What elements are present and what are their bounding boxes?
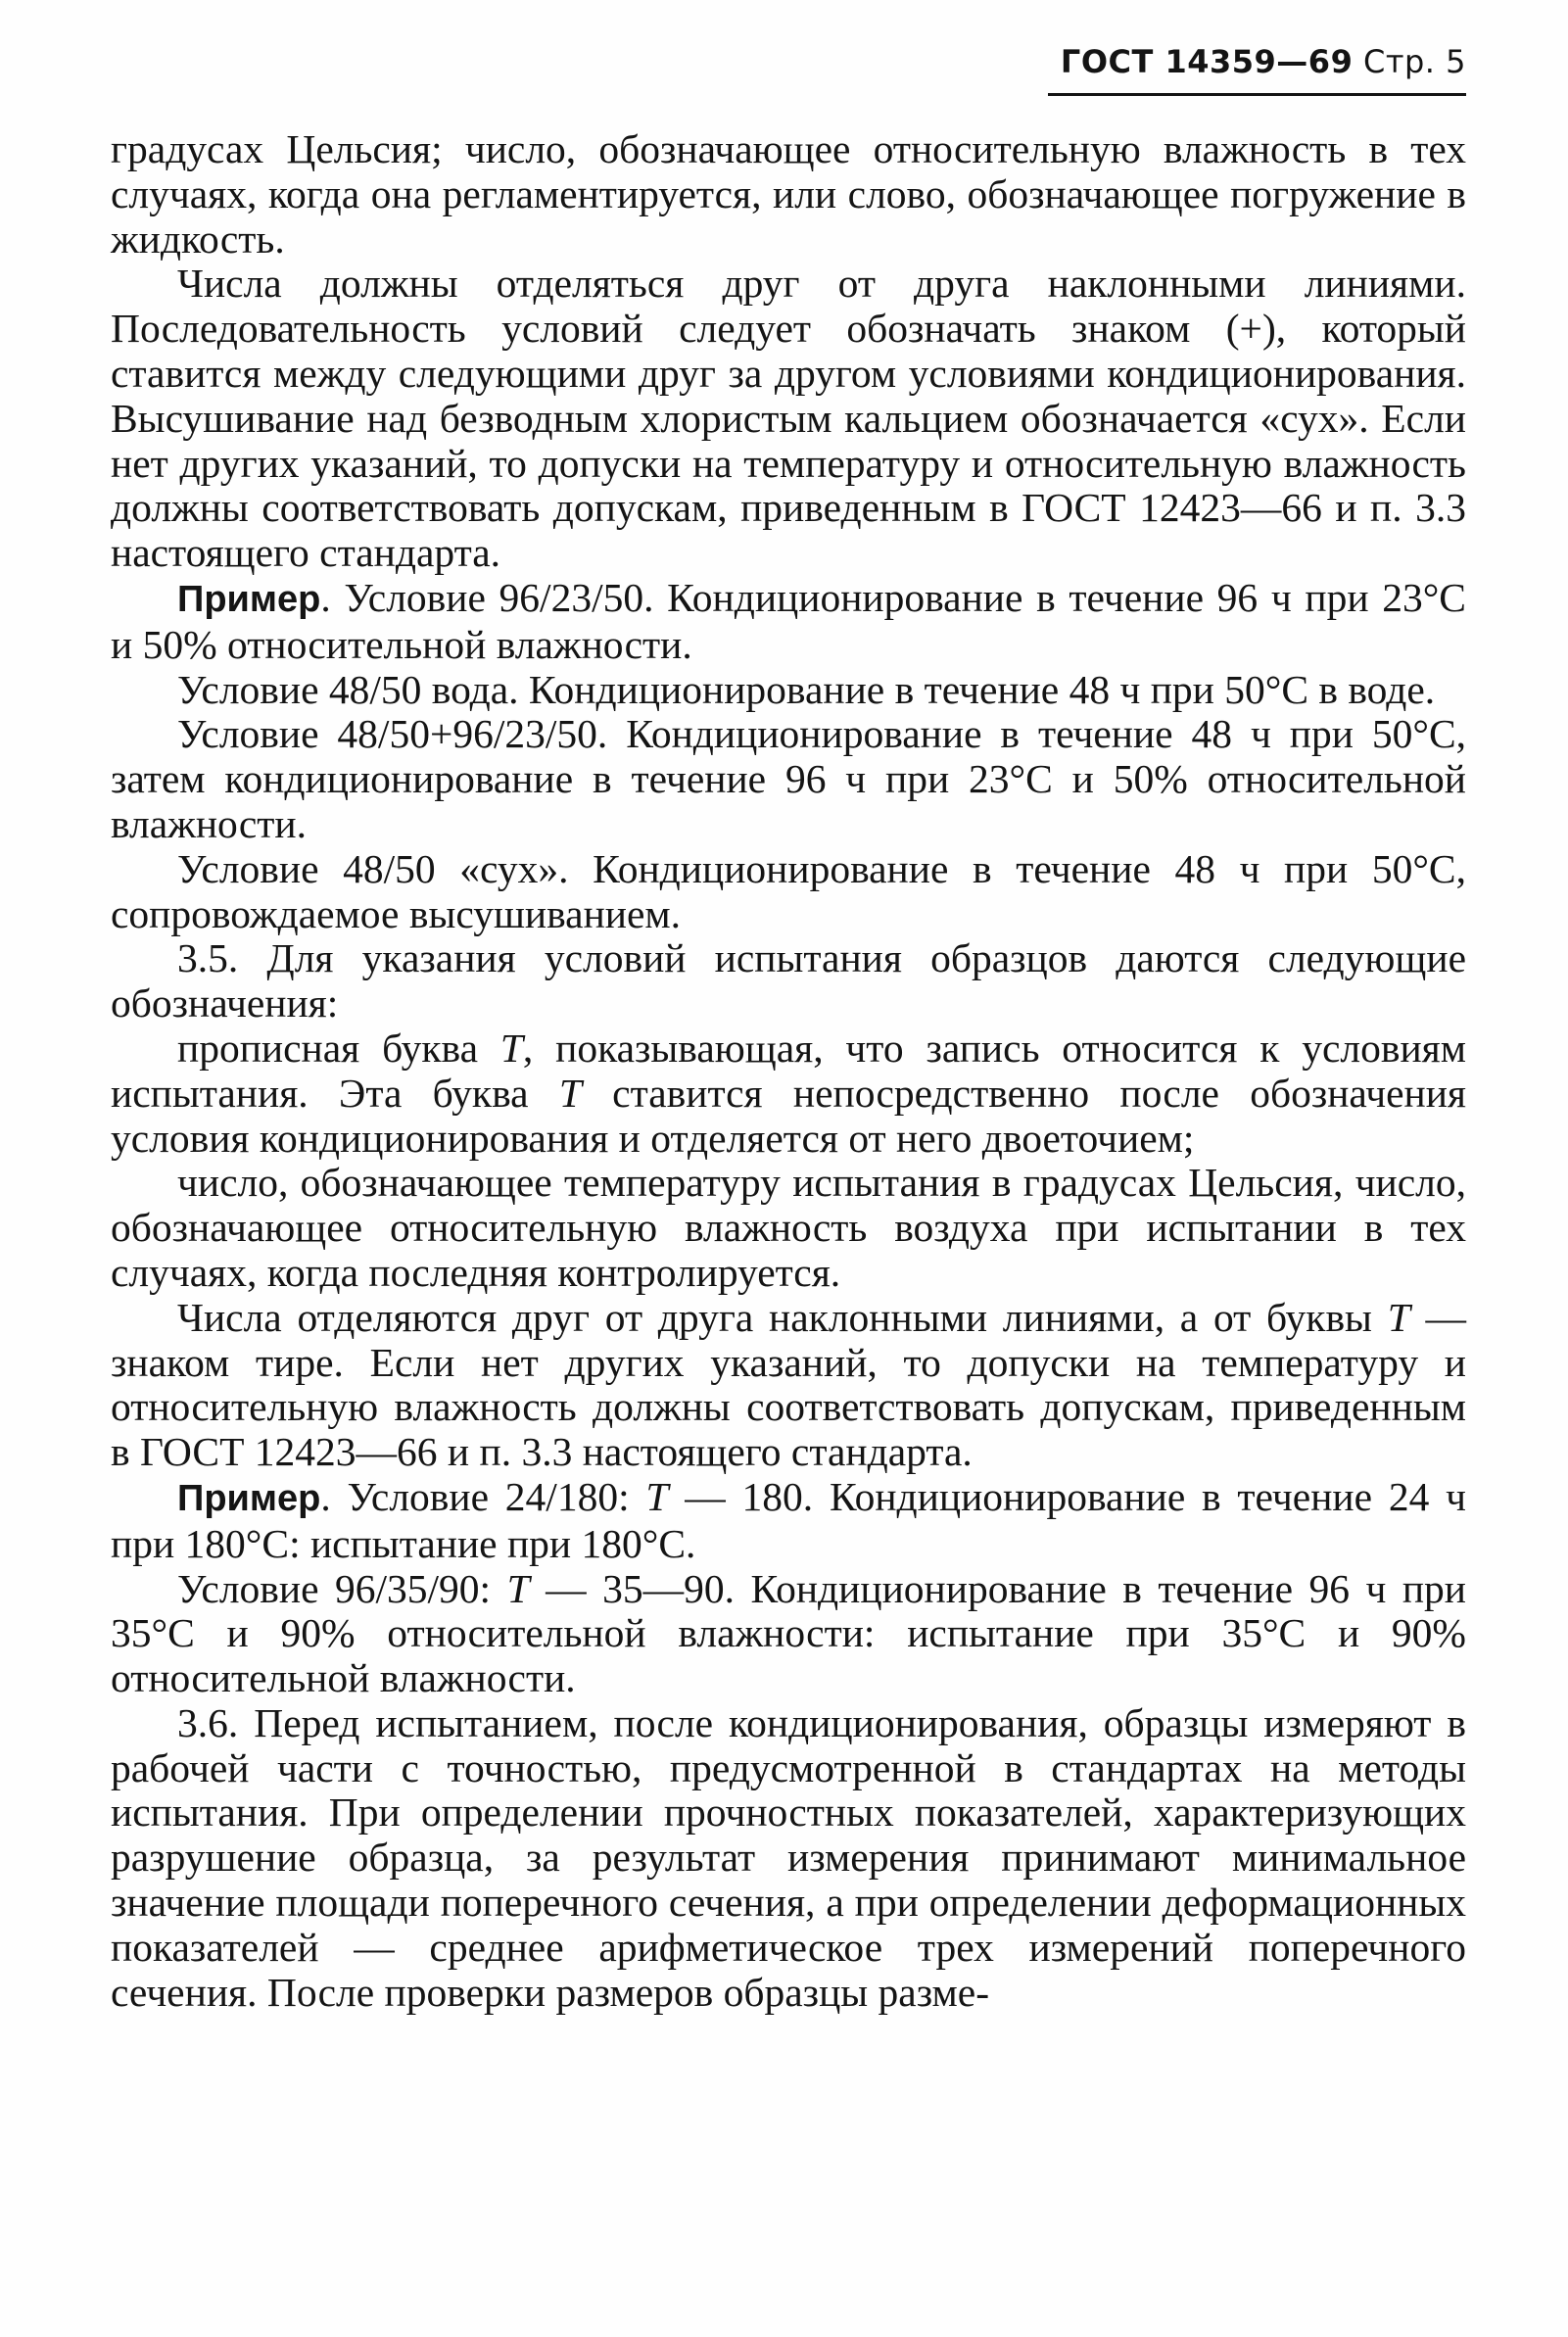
text-run: прописная буква [177, 1025, 500, 1071]
text-run: — 180. Кондиционирование в течение 24 ч при 180°С: испытание при 180°С. [111, 1473, 1467, 1566]
example-paragraph-2 [111, 1475, 1466, 1567]
condition-48-50-water: Условие 48/50 вода. Кондиционирование в течение 48 ч при 50°С в воде. [177, 666, 1436, 712]
italic-letter-t: Т [558, 1070, 582, 1116]
text-run: Числа отделяются друг от друга наклонными линиями, а от буквы [177, 1294, 1388, 1340]
clause-3-5: 3.5. Для указания условий испытания образцов даются следующие обозначения: [111, 935, 1466, 1026]
designation-letter-t [111, 1026, 1466, 1161]
condition-48-50-dry: Условие 48/50 «сух». Кондиционирование в течение 48 ч при 50°С, сопровождаемое высушиванием. [111, 845, 1466, 936]
clause-3-6: 3.6. Перед испытанием, после кондиционирования, образцы измеряют в рабочей части с точностью, предусмотренной в стандартах на методы испытания. При определении прочностных показателей, характеризующих разрушение образца, за результат измерения принимают минимальное значение площади поперечного сечения, а при определении деформационных показателей — среднее арифметическое трех измерений поперечного сечения. После проверки размеров образцы разме- [111, 1699, 1466, 2015]
paragraph-continuation: градусах Цельсия; число, обозначающее относительную влажность в тех случаях, когда она регламентируется, или слово, обозначающее погружение в жидкость. [111, 126, 1466, 262]
text-run: . Условие 24/180: [320, 1473, 646, 1519]
italic-letter-t: Т [645, 1473, 669, 1519]
running-header [1061, 43, 1466, 80]
text-run: — знаком тире. Если нет других указаний, то допуски на температуру и относительную влажность должны соответствовать допускам, приведенным в ГОСТ 12423—66 и п. 3.3 настоящего стандарта. [111, 1294, 1467, 1475]
example-label: Пример [177, 1477, 321, 1519]
page-number: Стр. 5 [1363, 43, 1466, 80]
body-text [111, 127, 1466, 2015]
example-text: . Условие 96/23/50. Кондиционирование в течение 96 ч при 23°С и 50% относительной влажности. [111, 574, 1466, 667]
text-run: ставится непосредственно после обозначения условия кондиционирования и отделяется от него двоеточием; [111, 1070, 1466, 1161]
italic-letter-t: Т [506, 1565, 530, 1611]
standard-number: ГОСТ 14359—69 [1060, 43, 1354, 80]
italic-letter-t: Т [499, 1025, 523, 1071]
paragraph-separators [111, 1296, 1466, 1475]
text-run: — 35—90. Кондиционирование в течение 96 ч при 35°С и 90% относительной влажности: испытание при 35°С и 90% относительной влажности. [111, 1565, 1466, 1701]
paragraph-numbers-separation: Числа должны отделяться друг от друга наклонными линиями. Последовательность условий следует обозначать знаком (+), который ставится между следующими друг за другом условиями кондиционирования. Высушивание над безводным хлористым кальцием обозначается «сух». Если нет других указаний, то допуски на температуру и относительную влажность должны соответствовать допускам, приведенным в ГОСТ 12423—66 и п. 3.3 настоящего стандарта. [111, 261, 1466, 576]
text-run: Условие 96/35/90: [177, 1565, 507, 1611]
condition-96-35-90 [111, 1567, 1466, 1701]
example-label: Пример [177, 578, 321, 620]
designation-numbers: число, обозначающее температуру испытания в градусах Цельсия, число, обозначающее относительную влажность воздуха при испытании в тех случаях, когда последняя контролируется. [111, 1160, 1466, 1295]
text-run: , показывающая, что запись относится к условиям испытания. Эта буква [111, 1025, 1467, 1116]
example-paragraph-1 [111, 576, 1466, 668]
header-rule [1048, 93, 1466, 96]
condition-combined: Условие 48/50+96/23/50. Кондиционирование в течение 48 ч при 50°С, затем кондиционирование в течение 96 ч при 23°С и 50% относительной влажности. [111, 711, 1466, 846]
italic-letter-t: Т [1387, 1294, 1410, 1340]
